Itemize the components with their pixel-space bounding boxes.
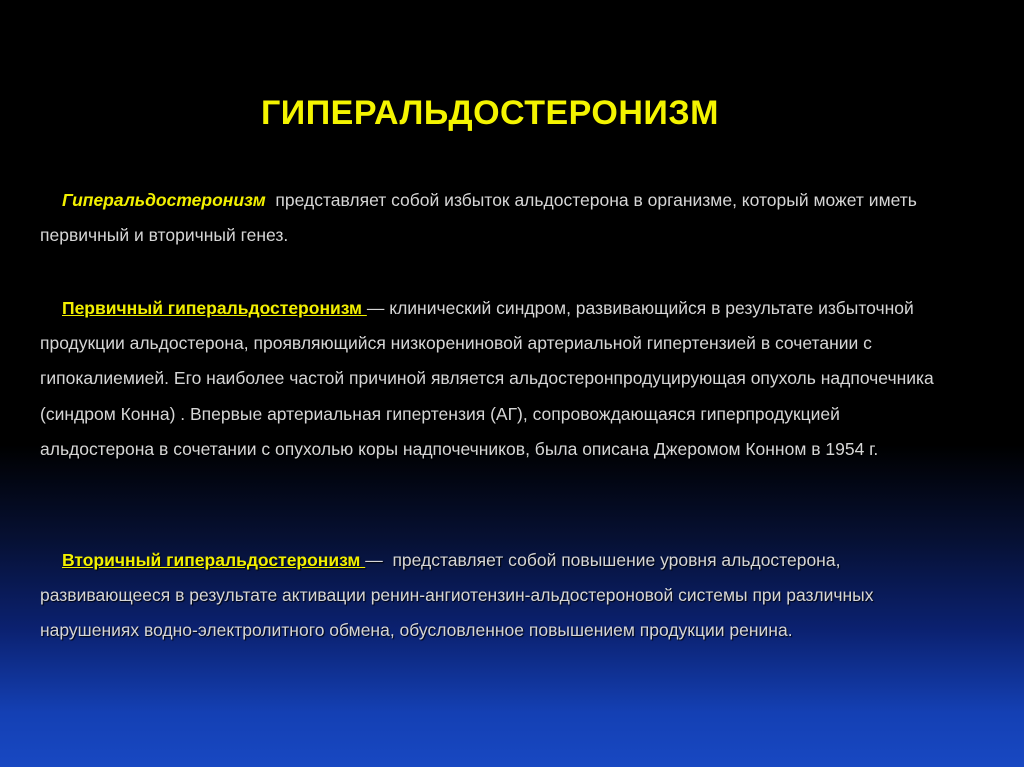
term-primary-hyperaldosteronism[interactable]: Первичный гиперальдостеронизм [62, 298, 367, 318]
secondary-paragraph [40, 543, 940, 649]
term-separator: — [365, 550, 393, 570]
secondary-text: представляет собой повышение уровня альдостерона, развивающееся в результате активации ренин-ангиотензин-альдостероновой системы при различных нарушениях водно-электролитного обмена, обусловленное повышением продукции ренина. [40, 550, 874, 641]
term-hyperaldosteronism: Гиперальдостеронизм [62, 190, 266, 210]
primary-paragraph [40, 291, 940, 467]
primary-text: клинический синдром, развивающийся в результате избыточной продукции альдостерона, проявляющийся низкорениновой артериальной гипертензией в сочетании с гипокалиемией. Его наиболее частой причиной является альдостеронпродуцирующая опухоль надпочечника (синдром Конна) . Впервые артериальная гипертензия (АГ), сопровождающаяся гиперпродукцией альдостерона в сочетании с опухолью коры надпочечников, была описана Джеромом Конном в 1954 г. [40, 298, 934, 459]
term-secondary-hyperaldosteronism[interactable]: Вторичный гиперальдостеронизм [62, 550, 366, 570]
definition-text: представляет собой избыток альдостерона в организме, который может иметь первичный и вторичный генез. [40, 190, 917, 246]
term-separator: — [366, 298, 390, 318]
definition-paragraph [40, 183, 940, 253]
term-separator [266, 190, 276, 210]
slide-title: ГИПЕРАЛЬДОСТЕРОНИЗМ [261, 94, 719, 132]
